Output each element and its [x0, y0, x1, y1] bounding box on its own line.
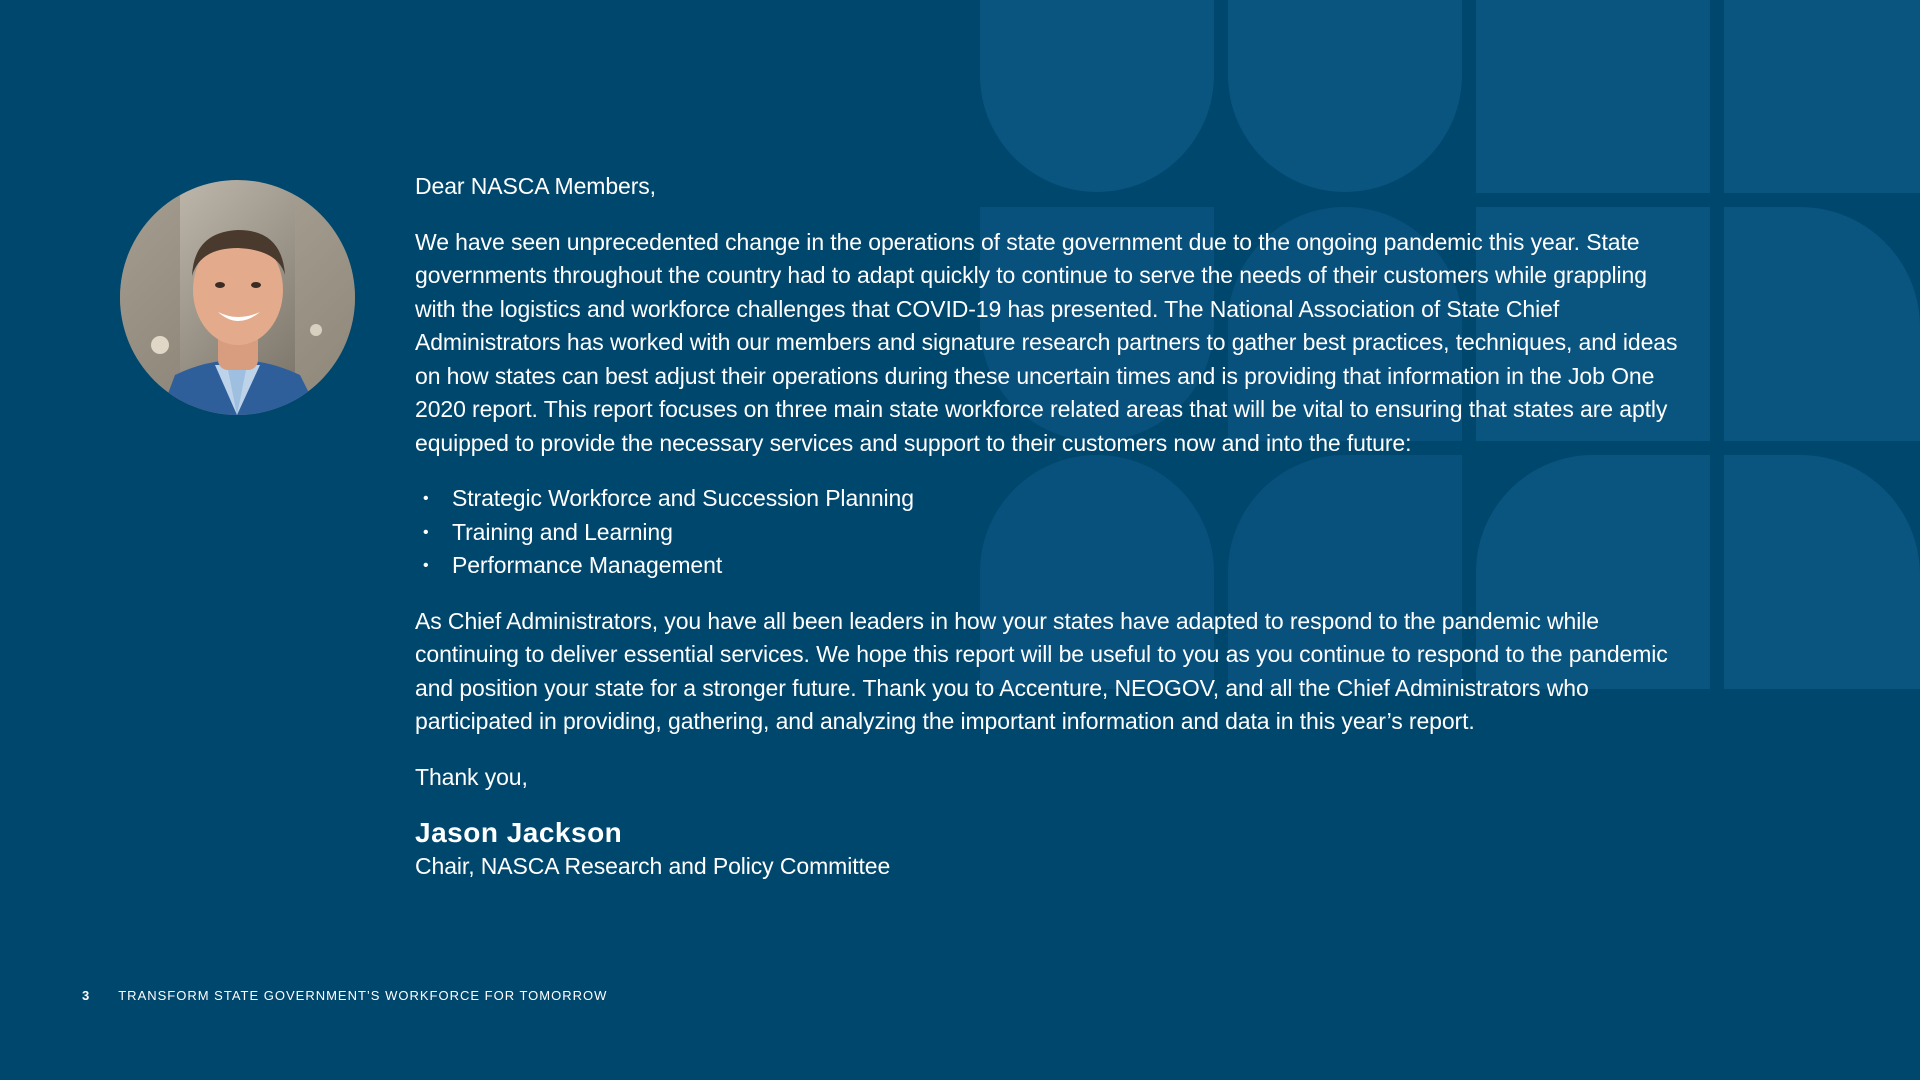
focus-areas-list — [415, 482, 1685, 583]
signer-title: Chair, NASCA Research and Policy Committee — [415, 853, 891, 879]
salutation: Dear NASCA Members, — [415, 173, 656, 199]
list-item — [415, 516, 1685, 550]
bullet-icon: • — [423, 490, 429, 507]
bullet-icon: • — [423, 557, 429, 574]
signer-name: Jason Jackson — [415, 817, 623, 848]
letter-body — [415, 170, 1685, 906]
list-item — [415, 482, 1685, 516]
bullet-icon: • — [423, 523, 429, 541]
closing-salutation: Thank you, — [415, 763, 528, 790]
intro-paragraph: We have seen unprecedented change in the operations of state government due to the ongoing pandemic this year. State governments throughout the country had to adapt quickly to continue to serve the needs of their customers while grappling with the logistics and workforce challenges that COVID-19 has presented. The National Association of State Chief Administrators has worked with our members and signature research partners to gather best practices, techniques, and ideas on how states can best adjust their operations during these uncertain times and is providing that information in the Job One 2020 report. This report focuses on three main state workforce related areas that will be vital to ensuring that states are aptly equipped to provide the necessary services and support to their customers now and into the future: — [415, 228, 1678, 456]
report-title: TRANSFORM STATE GOVERNMENT’S WORKFORCE FOR TOMORROW — [118, 988, 608, 1003]
list-item-label: Performance Management — [452, 552, 723, 578]
list-item — [415, 549, 1685, 583]
page-number: 3 — [82, 988, 91, 1003]
closing-paragraph: As Chief Administrators, you have all been leaders in how your states have adapted to respond to the pandemic while continuing to deliver essential services. We hope this report will be useful to you as you continue to respond to the pandemic and position your state for a stronger future. Thank you to Accenture, NEOGOV, and all the Chief Administrators who participated in providing, gathering, and analyzing the important information and data in this year’s report. — [415, 607, 1668, 734]
list-item-label: Strategic Workforce and Succession Planning — [452, 485, 914, 511]
page-footer — [82, 988, 607, 1003]
list-item-label: Training and Learning — [452, 518, 673, 545]
author-portrait — [120, 180, 355, 415]
